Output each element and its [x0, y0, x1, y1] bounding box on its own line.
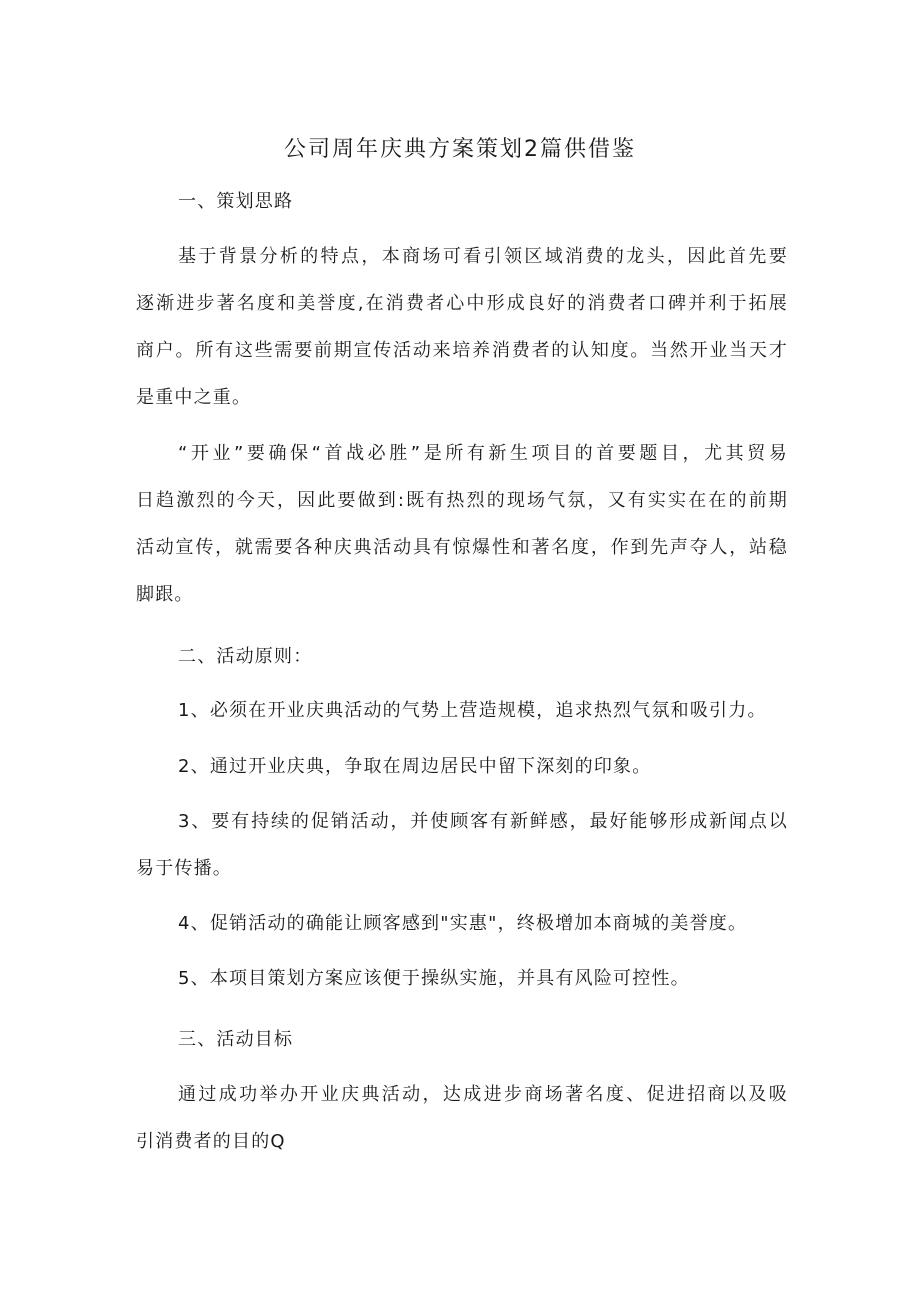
- list-item-continuation: 易于传播。: [136, 858, 232, 879]
- paragraph-line: 通过成功举办开业庆典活动，达成进步商场著名度、促进招商以及吸: [178, 1084, 788, 1105]
- paragraph-line: 引消费者的目的Q: [136, 1131, 286, 1152]
- paragraph-line: 逐渐进步著名度和美誉度,在消费者心中形成良好的消费者口碑并利于拓展: [136, 293, 788, 314]
- list-item: 1、必须在开业庆典活动的气势上营造规模，追求热烈气氛和吸引力。: [178, 700, 767, 721]
- list-item: 3、要有持续的促销活动，并使顾客有新鲜感，最好能够形成新闻点以: [178, 811, 788, 832]
- section-heading-1: 一、策划思路: [178, 191, 294, 212]
- list-item: 5、本项目策划方案应该便于操纵实施，并具有风险可控性。: [178, 968, 690, 989]
- list-item: 4、促销活动的确能让顾客感到"实惠"，终极增加本商城的美誉度。: [178, 913, 748, 934]
- paragraph-line: 商户。所有这些需要前期宣传活动来培养消费者的认知度。当然开业当天才: [136, 340, 788, 361]
- page-title: 公司周年庆典方案策划2篇供借鉴: [284, 137, 636, 162]
- paragraph-line: 活动宣传，就需要各种庆典活动具有惊爆性和著名度，作到先声夺人，站稳: [136, 537, 788, 558]
- paragraph-line: 脚跟。: [136, 584, 194, 605]
- paragraph-line: 日趋激烈的今天，因此要做到:既有热烈的现场气氛，又有实实在在的前期: [136, 490, 788, 511]
- paragraph-line: 是重中之重。: [136, 387, 252, 408]
- section-heading-3: 三、活动目标: [178, 1029, 294, 1050]
- list-item: 2、通过开业庆典，争取在周边居民中留下深刻的印象。: [178, 756, 652, 777]
- section-heading-2: 二、活动原则：: [178, 646, 313, 667]
- paragraph-line: “开业”要确保“首战必胜”是所有新生项目的首要题目，尤其贸易: [178, 443, 788, 464]
- paragraph-line: 基于背景分析的特点，本商场可看引领区域消费的龙头，因此首先要: [178, 246, 788, 267]
